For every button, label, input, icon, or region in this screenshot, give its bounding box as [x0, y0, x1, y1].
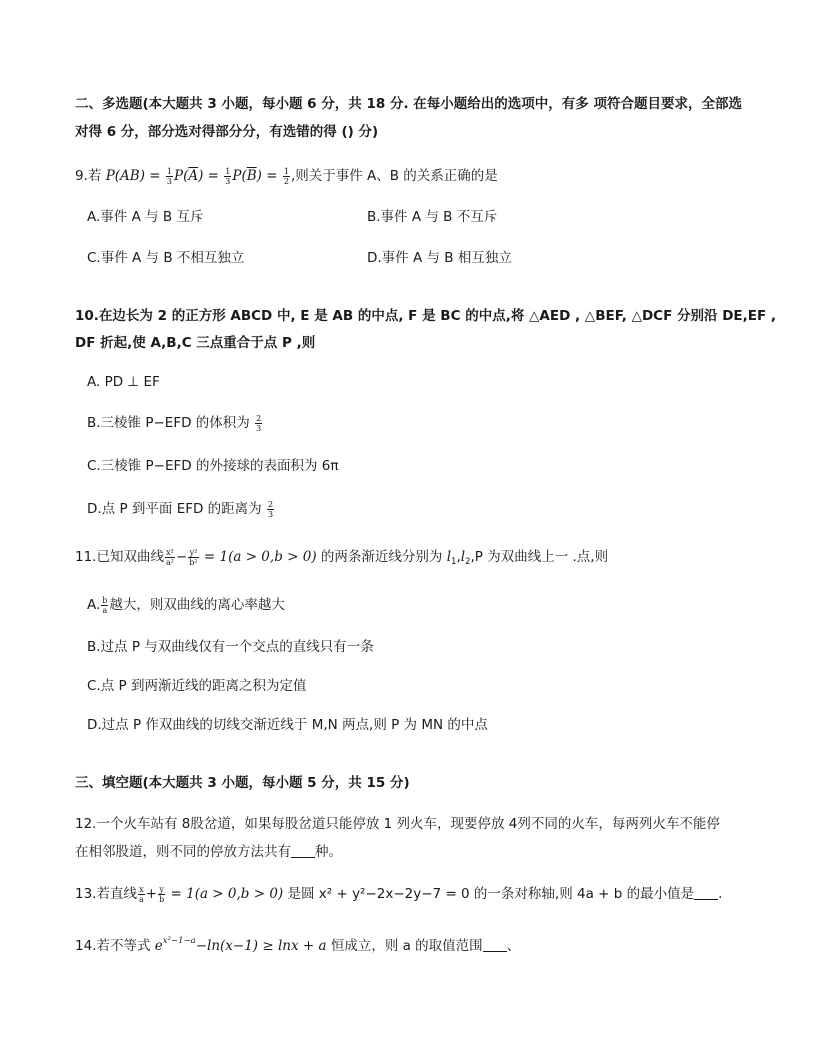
q10-option-d-frac: $\frac{2}{3}$ [267, 499, 274, 519]
q13-frac-x: $\frac{x}{a}$ [138, 884, 144, 904]
q14-answer-blank [483, 939, 507, 952]
section2-header-line2: 对得 6 分，部分选对得部分分，有选错的得 () 分) [75, 124, 379, 140]
q11-eq: = 1(a > 0,b > 0) [203, 549, 317, 565]
q14-exponent: x²−1−a [162, 936, 196, 946]
question-9-stem [75, 166, 498, 186]
q12-tail: 种。 [315, 844, 342, 860]
q11-option-a-frac: $\frac{b}{a}$ [102, 595, 108, 615]
question-10-stem-line2: DF 折起,使 A,B,C 三点重合于点 P ,则 [75, 335, 316, 351]
q9-abar: $\overline{A}$ [188, 168, 199, 184]
question-13-stem [75, 884, 722, 904]
q11-l1: l [446, 549, 452, 565]
q14-tail: 恒成立，则 a 的取值范围 [326, 938, 483, 954]
q11-l2: l [460, 549, 466, 565]
question-10-stem-line1: 10.在边长为 2 的正方形 ABCD 中, E 是 AB 的中点, F 是 BC 的中点,将 △AED , △BEF, △DCF 分别沿 DE,EF , [75, 308, 777, 324]
q11-frac-x: $\frac{\text{x²}}{\text{a²}}$ [165, 547, 174, 567]
q11-number: 11.已知双曲线 [75, 549, 164, 565]
q9-eq1: = [149, 168, 161, 184]
q9-option-d: D.事件 A 与 B 相互独立 [367, 250, 512, 266]
q13-answer-blank [694, 887, 718, 900]
q9-frac3: $\frac{1}{2}$ [283, 166, 289, 186]
q11-option-d: D.过点 P 作双曲线的切线交渐近线于 M,N 两点,则 P 为 MN 的中点 [87, 717, 488, 733]
q13-number: 13.若直线 [75, 886, 137, 902]
q12-answer-blank [291, 845, 315, 858]
q9-tail: ,则关于事件 A、B 的关系正确的是 [290, 168, 498, 184]
question-14-stem [75, 931, 520, 956]
question-12-line2 [75, 842, 342, 862]
q13-mid: 是圆 x² + y²−2x−2y−7 = 0 的一条对称轴,则 4a + b 的最小值是 [283, 886, 695, 902]
q13-plus: + [145, 886, 158, 902]
q10-option-a: A. PD ⊥ EF [87, 374, 160, 390]
q12-text: 在相邻股道，则不同的停放方法共有 [75, 844, 291, 860]
question-12-line1: 12.一个火车站有 8股岔道，如果每股岔道只能停放 1 列火车，现要停放 4列不同的火车，每两列火车不能停 [75, 816, 720, 832]
q9-eq3: = [266, 168, 278, 184]
q11-option-a-text: 越大，则双曲线的离心率越大 [109, 597, 285, 613]
q11-minus: − [175, 549, 188, 565]
q9-option-c: C.事件 A 与 B 不相互独立 [87, 250, 245, 266]
q10-option-d-text: D.点 P 到平面 EFD 的距离为 [87, 501, 262, 517]
q14-e: e [154, 938, 163, 954]
q14-end: 、 [506, 938, 521, 954]
q11-frac-y: $\frac{\text{y²}}{\text{b²}}$ [189, 547, 198, 567]
q9-pb: P( [232, 168, 247, 184]
q9-bbar: $\overline{B}$ [246, 168, 257, 184]
q9-pa: P( [173, 168, 189, 184]
q9-eq2: = [207, 168, 219, 184]
q9-frac2: $\frac{1}{3}$ [225, 166, 231, 186]
q9-pab: P(AB) [105, 168, 145, 184]
q10-option-b-frac: $\frac{2}{3}$ [256, 413, 262, 433]
q11-comma: , [456, 549, 461, 565]
q10-option-c: C.三棱锥 P−EFD 的外接球的表面积为 6π [87, 458, 339, 474]
q9-frac1: $\frac{1}{3}$ [166, 166, 172, 186]
question-11-stem [75, 547, 608, 572]
q11-tail2: ,P 为双曲线上一 .点,则 [470, 549, 609, 565]
q14-inequality: −ln(x−1) ≥ lnx + a [195, 938, 327, 954]
q11-option-b: B.过点 P 与双曲线仅有一个交点的直线只有一条 [87, 639, 374, 655]
q13-frac-y: $\frac{y}{b}$ [159, 884, 165, 904]
section3-header: 三、填空题(本大题共 3 小题，每小题 5 分，共 15 分) [75, 775, 410, 791]
q11-option-a [87, 595, 285, 615]
q13-eq: = 1(a > 0,b > 0) [170, 886, 284, 902]
q11-sub2: 2 [465, 557, 471, 567]
q11-tail1: 的两条渐近线分别为 [316, 549, 447, 565]
q10-option-b [87, 413, 263, 433]
q9-rp2: ) [256, 168, 262, 184]
q9-number: 9.若 [75, 168, 102, 184]
q11-option-a-label: A. [87, 597, 101, 613]
q11-option-c: C.点 P 到两渐近线的距离之积为定值 [87, 678, 307, 694]
q14-number: 14.若不等式 [75, 938, 155, 954]
q11-sub1: 1 [451, 557, 457, 567]
q9-rp1: ) [198, 168, 204, 184]
section2-header-line1: 二、多选题(本大题共 3 小题，每小题 6 分，共 18 分. 在每小题给出的选项中，有多 项符合题目要求，全部选 [75, 96, 742, 112]
q9-option-b: B.事件 A 与 B 不互斥 [367, 209, 498, 225]
q10-option-b-text: B.三棱锥 P−EFD 的体积为 [87, 415, 250, 431]
q10-option-d [87, 499, 275, 519]
q13-end: . [718, 886, 723, 902]
q9-option-a: A.事件 A 与 B 互斥 [87, 209, 204, 225]
